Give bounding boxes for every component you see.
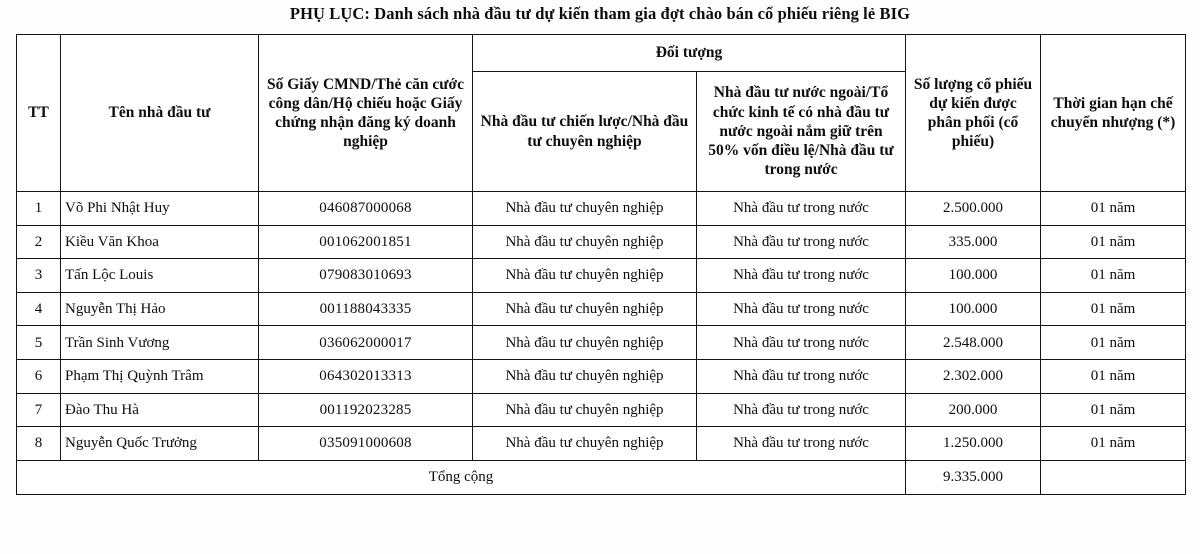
table-row bbox=[17, 292, 1186, 326]
cell-restriction: 01 năm bbox=[1041, 393, 1186, 427]
cell-restriction: 01 năm bbox=[1041, 225, 1186, 259]
cell-strategic: Nhà đầu tư chuyên nghiệp bbox=[473, 259, 697, 293]
cell-restriction: 01 năm bbox=[1041, 359, 1186, 393]
cutoff-ghost-text bbox=[18, 547, 22, 550]
cell-restriction: 01 năm bbox=[1041, 259, 1186, 293]
column-header-group-doi-tuong: Đối tượng bbox=[473, 35, 906, 72]
cell-name: Phạm Thị Quỳnh Trâm bbox=[61, 359, 259, 393]
column-header-strategic-professional: Nhà đầu tư chiến lược/Nhà đầu tư chuyên nghiệp bbox=[473, 72, 697, 192]
cell-tt: 1 bbox=[17, 192, 61, 226]
cell-restriction: 01 năm bbox=[1041, 292, 1186, 326]
cell-quantity: 2.548.000 bbox=[906, 326, 1041, 360]
table-row bbox=[17, 192, 1186, 226]
cell-name: Tấn Lộc Louis bbox=[61, 259, 259, 293]
cell-quantity: 100.000 bbox=[906, 292, 1041, 326]
column-header-quantity: Số lượng cổ phiếu dự kiến được phân phối (cổ phiếu) bbox=[906, 35, 1041, 192]
column-header-id-number: Số Giấy CMND/Thẻ căn cước công dân/Hộ chiếu hoặc Giấy chứng nhận đăng ký doanh nghiệp bbox=[259, 35, 473, 192]
cell-name: Nguyễn Quốc Trưởng bbox=[61, 427, 259, 461]
scan-cutoff-text-strip bbox=[18, 547, 1118, 554]
cell-quantity: 200.000 bbox=[906, 393, 1041, 427]
total-row bbox=[17, 460, 1186, 494]
cell-foreign: Nhà đầu tư trong nước bbox=[697, 359, 906, 393]
investor-allocation-table bbox=[16, 34, 1186, 495]
table-header bbox=[17, 35, 1186, 192]
cell-id: 001062001851 bbox=[259, 225, 473, 259]
cell-quantity: 100.000 bbox=[906, 259, 1041, 293]
table-row bbox=[17, 393, 1186, 427]
cell-foreign: Nhà đầu tư trong nước bbox=[697, 326, 906, 360]
cell-strategic: Nhà đầu tư chuyên nghiệp bbox=[473, 225, 697, 259]
cell-id: 001192023285 bbox=[259, 393, 473, 427]
cell-tt: 3 bbox=[17, 259, 61, 293]
total-quantity: 9.335.000 bbox=[906, 460, 1041, 494]
cell-id: 064302013313 bbox=[259, 359, 473, 393]
cell-tt: 6 bbox=[17, 359, 61, 393]
cell-foreign: Nhà đầu tư trong nước bbox=[697, 292, 906, 326]
page-title: PHỤ LỤC: Danh sách nhà đầu tư dự kiến tham gia đợt chào bán cổ phiếu riêng lẻ BIG bbox=[289, 4, 911, 23]
column-header-tt: TT bbox=[17, 35, 61, 192]
total-restriction bbox=[1041, 460, 1186, 494]
cell-tt: 4 bbox=[17, 292, 61, 326]
cell-tt: 2 bbox=[17, 225, 61, 259]
cell-strategic: Nhà đầu tư chuyên nghiệp bbox=[473, 393, 697, 427]
table-row bbox=[17, 259, 1186, 293]
cell-id: 035091000608 bbox=[259, 427, 473, 461]
table-row bbox=[17, 359, 1186, 393]
cell-id: 036062000017 bbox=[259, 326, 473, 360]
cell-foreign: Nhà đầu tư trong nước bbox=[697, 225, 906, 259]
column-header-foreign-domestic: Nhà đầu tư nước ngoài/Tổ chức kinh tế có nhà đầu tư nước ngoài nắm giữ trên 50% vốn điều lệ/Nhà đầu tư trong nước bbox=[697, 72, 906, 192]
cell-restriction: 01 năm bbox=[1041, 326, 1186, 360]
cell-restriction: 01 năm bbox=[1041, 427, 1186, 461]
appendix-table-container bbox=[16, 34, 1185, 495]
header-row-group bbox=[17, 35, 1186, 72]
table-row bbox=[17, 225, 1186, 259]
cell-name: Nguyễn Thị Hảo bbox=[61, 292, 259, 326]
cell-foreign: Nhà đầu tư trong nước bbox=[697, 192, 906, 226]
cell-name: Kiều Văn Khoa bbox=[61, 225, 259, 259]
cell-foreign: Nhà đầu tư trong nước bbox=[697, 259, 906, 293]
cell-strategic: Nhà đầu tư chuyên nghiệp bbox=[473, 292, 697, 326]
table-body bbox=[17, 192, 1186, 495]
cell-strategic: Nhà đầu tư chuyên nghiệp bbox=[473, 427, 697, 461]
cell-strategic: Nhà đầu tư chuyên nghiệp bbox=[473, 326, 697, 360]
table-row bbox=[17, 326, 1186, 360]
cell-id: 079083010693 bbox=[259, 259, 473, 293]
cell-tt: 8 bbox=[17, 427, 61, 461]
cell-strategic: Nhà đầu tư chuyên nghiệp bbox=[473, 192, 697, 226]
table-row bbox=[17, 427, 1186, 461]
cell-name: Đào Thu Hà bbox=[61, 393, 259, 427]
cell-foreign: Nhà đầu tư trong nước bbox=[697, 427, 906, 461]
cell-quantity: 2.302.000 bbox=[906, 359, 1041, 393]
cell-name: Trần Sinh Vương bbox=[61, 326, 259, 360]
cell-restriction: 01 năm bbox=[1041, 192, 1186, 226]
cell-id: 046087000068 bbox=[259, 192, 473, 226]
column-header-investor-name: Tên nhà đầu tư bbox=[61, 35, 259, 192]
cell-quantity: 335.000 bbox=[906, 225, 1041, 259]
cell-quantity: 1.250.000 bbox=[906, 427, 1041, 461]
cell-strategic: Nhà đầu tư chuyên nghiệp bbox=[473, 359, 697, 393]
column-header-transfer-restriction: Thời gian hạn chế chuyển nhượng (*) bbox=[1041, 35, 1186, 192]
cell-name: Võ Phi Nhật Huy bbox=[61, 192, 259, 226]
total-label: Tổng cộng bbox=[17, 460, 906, 494]
cell-quantity: 2.500.000 bbox=[906, 192, 1041, 226]
cell-tt: 7 bbox=[17, 393, 61, 427]
cell-foreign: Nhà đầu tư trong nước bbox=[697, 393, 906, 427]
cell-id: 001188043335 bbox=[259, 292, 473, 326]
cell-tt: 5 bbox=[17, 326, 61, 360]
